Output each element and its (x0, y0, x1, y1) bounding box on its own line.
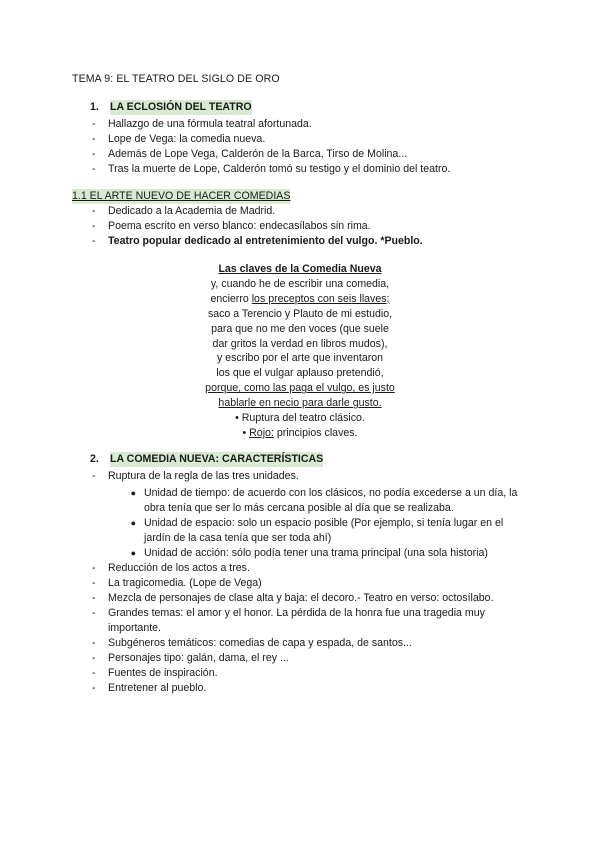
document-title: TEMA 9: EL TEATRO DEL SIGLO DE ORO (72, 73, 280, 85)
poem-line: encierro los preceptos con seis llaves; (210, 292, 390, 305)
poem-note: • Ruptura del teatro clásico. (235, 412, 365, 425)
list-item: - Mezcla de personajes de clase alta y baja: el decoro.- Teatro en verso: octosílabo. (92, 592, 494, 604)
list-item: - Ruptura de la regla de las tres unidades. (92, 470, 299, 482)
poem-line: hablarle en necio para darle gusto. (218, 397, 382, 410)
subsection-title: 1.1 EL ARTE NUEVO DE HACER COMEDIAS (72, 190, 291, 202)
list-item: - Tras la muerte de Lope, Calderón tomó su testigo y el dominio del teatro. (92, 163, 451, 175)
list-item: - Teatro popular dedicado al entretenimiento del vulgo. *Pueblo. (92, 235, 423, 247)
list-item: - Poema escrito en verso blanco: endecasílabos sin rima. (92, 220, 371, 232)
section-arte-nuevo (72, 189, 532, 249)
section-list (72, 469, 532, 484)
section-heading (72, 452, 532, 467)
unit-item: ● Unidad de acción: sólo podía tener una trama principal (una sola historia) (130, 547, 488, 559)
list-item: - Subgéneros temáticos: comedias de capa y espada, de santos... (92, 637, 412, 649)
poem-title: Las claves de la Comedia Nueva (218, 263, 382, 275)
section-heading (72, 100, 532, 115)
list-item: - Fuentes de inspiración. (92, 667, 218, 679)
poem-line: saco a Terencio y Plauto de mi estudio, (207, 307, 393, 320)
poem-line: para que no me den voces (que suele (211, 322, 389, 335)
list-item: - La tragicomedia. (Lope de Vega) (92, 577, 262, 589)
unit-item: ● Unidad de tiempo: de acuerdo con los clásicos, no podía excederse a un día, la obra tenía que ser lo más cercana posible al día que se realizaba. (130, 487, 518, 514)
poem-note: • Rojo: principios claves. (242, 426, 358, 439)
unit-item: ● Unidad de espacio: solo un espacio posible (Por ejemplo, si tenía lugar en el jardín de la casa tenía que ser toda ahí) (130, 517, 504, 544)
subsection-list (72, 204, 532, 249)
list-item: - Entretener al pueblo. (92, 682, 207, 694)
list-item: - Hallazgo de una fórmula teatral afortunada. (92, 118, 312, 130)
list-item: - Grandes temas: el amor y el honor. La pérdida de la honra fue una tragedia muy importante. (92, 607, 485, 634)
poem-line: los que el vulgar aplauso pretendió, (216, 367, 384, 380)
poem-block (150, 262, 450, 441)
poem-line: porque, como las paga el vulgo, es justo (205, 382, 395, 395)
poem-line: y escribo por el arte que inventaron (216, 352, 384, 365)
section-eclosion (72, 100, 532, 177)
characteristics-list (72, 561, 532, 696)
section-list (72, 117, 532, 177)
list-item: - Además de Lope Vega, Calderón de la Barca, Tirso de Molina... (92, 148, 408, 160)
section-number: 2. (90, 453, 99, 465)
list-item: - Dedicado a la Academia de Madrid. (92, 205, 276, 217)
section-number: 1. (90, 101, 99, 113)
section-title: LA COMEDIA NUEVA: CARACTERÍSTICAS (110, 453, 324, 465)
poem-line: y, cuando he de escribir una comedia, (210, 277, 390, 290)
units-list (72, 486, 532, 561)
list-item: - Reducción de los actos a tres. (92, 562, 250, 574)
section-comedia-nueva (72, 452, 532, 696)
section-title: LA ECLOSIÓN DEL TEATRO (110, 101, 252, 113)
list-item: - Personajes tipo: galán, dama, el rey ... (92, 652, 289, 664)
list-item: - Lope de Vega: la comedia nueva. (92, 133, 266, 145)
poem-line: dar gritos la verdad en libros mudos), (212, 337, 388, 350)
